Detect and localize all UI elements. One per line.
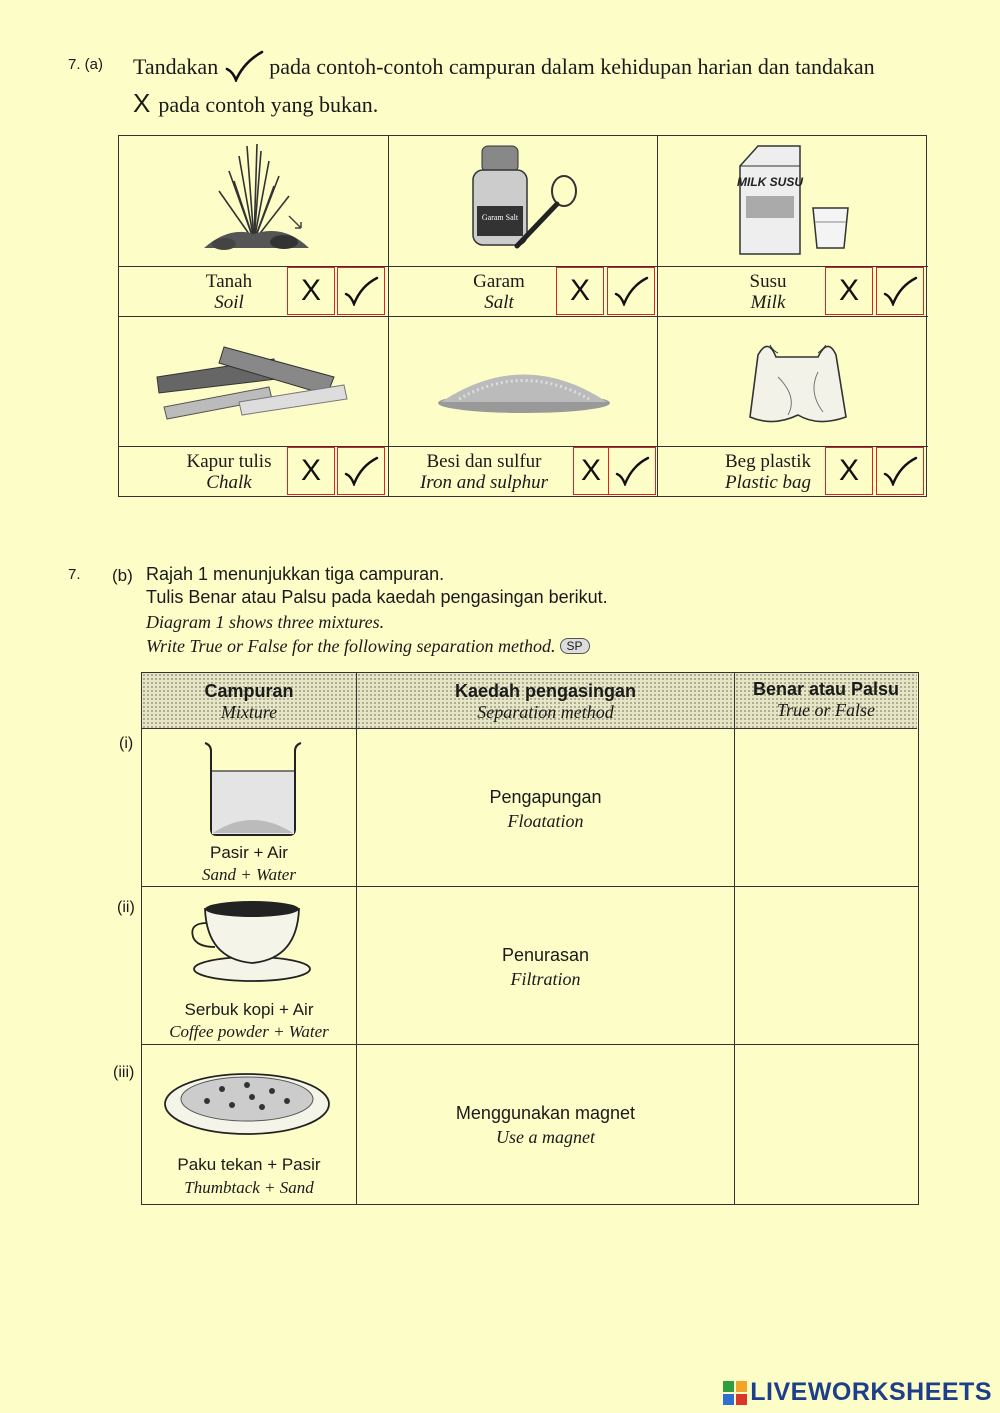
row-number: (iii) [113,1064,135,1081]
item-label-english: Salt [484,292,514,313]
method-label-malay: Menggunakan magnet [455,1103,636,1123]
milk-carton-image [658,136,928,267]
coffee-cup-image [187,897,317,987]
check-box-soil[interactable] [337,267,385,315]
instruction-text-line2: pada contoh yang bukan. [158,92,379,117]
liveworksheets-logo-icon [723,1381,747,1405]
powder-pile-image [389,317,658,447]
cross-box-plastic-bag[interactable] [825,447,873,495]
instruction-line-1 [133,50,875,82]
item-label-english: Plastic bag [724,472,812,493]
instruction-malay-2: Tulis Benar atau Palsu pada kaedah pengasingan berikut. [146,587,608,607]
item-label-english: Milk [750,292,786,313]
instruction-malay-1: Rajah 1 menunjukkan tiga campuran. [146,564,445,584]
instruction-english-2-text: Write True or False for the following separation method. [146,636,556,656]
item-label-malay: Besi dan sulfur [426,451,542,472]
cross-mark-icon: X [569,274,590,307]
brand-name: LIVEWORKSHEETS [750,1378,992,1406]
cross-box-iron-sulphur[interactable] [573,447,609,495]
image-cell-salt [389,136,658,267]
method-label-malay: Penurasan [501,945,590,965]
mixture-label-malay: Pasir + Air [210,843,288,862]
cross-mark-icon: X [300,454,321,487]
instruction-english-1: Diagram 1 shows three mixtures. [146,612,385,632]
mixture-label-malay: Serbuk kopi + Air [184,1000,314,1019]
answer-input-iii[interactable] [742,1105,916,1143]
image-cell-iron-sulphur [389,317,658,447]
beaker-sand-water-image [197,737,307,837]
instruction-text-before: Tandakan [133,54,219,79]
instruction-text-after: pada contoh-contoh campuran dalam kehidupan harian dan tandakan [269,54,875,79]
item-label-malay: Beg plastik [724,451,812,472]
mixture-label-english: Sand + Water [202,865,296,884]
liveworksheets-logo [723,1378,992,1407]
item-label-english: Iron and sulphur [419,472,549,493]
instruction-english-2 [146,636,590,657]
table-row [142,729,918,887]
header-answer-malay: Benar atau Palsu [752,679,900,699]
image-cell-soil [119,136,389,267]
cross-mark-icon: X [580,454,601,487]
header-mixture-malay: Campuran [204,681,294,701]
header-method-english: Separation method [477,702,614,722]
mixture-label-malay: Paku tekan + Pasir [177,1155,321,1174]
cross-mark-icon: X [838,274,859,307]
method-label-english: Use a magnet [496,1127,595,1147]
carton-label-text: MILK SUSU [737,175,803,189]
check-mark-icon [882,276,918,306]
cross-box-milk[interactable] [825,267,873,315]
header-method [357,673,735,729]
check-mark-icon [343,456,379,486]
header-mixture [142,673,357,729]
row-number: (i) [119,735,134,752]
row-number: (ii) [117,899,135,916]
mixture-cell [142,887,357,1044]
cross-box-chalk[interactable] [287,447,335,495]
question-letter-b: (b) [112,566,133,585]
check-mark-icon [614,456,650,486]
instruction-line-2 [133,88,378,119]
item-label-malay: Garam [473,271,525,292]
mixture-label-english: Thumbtack + Sand [184,1178,314,1197]
plate-thumbtacks-sand-image [162,1059,332,1139]
separation-table [141,672,919,1205]
check-mark-icon [882,456,918,486]
item-label-malay: Kapur tulis [186,451,272,472]
check-box-salt[interactable] [607,267,655,315]
cross-mark-icon: X [300,274,321,307]
item-label-english: Chalk [206,472,252,493]
sp-badge: SP [560,638,590,654]
cross-box-salt[interactable] [556,267,604,315]
question-number-b: 7. [68,566,81,583]
plant-in-soil-image [119,136,389,267]
cross-mark-icon: X [133,88,151,118]
method-label-english: Floatation [507,811,584,831]
header-mixture-english: Mixture [220,702,278,722]
salt-shaker-image [389,136,658,267]
header-method-malay: Kaedah pengasingan [454,681,637,701]
method-label-malay: Pengapungan [489,787,602,807]
answer-input-i[interactable] [742,789,916,827]
mixture-cell [142,1045,357,1204]
cross-mark-icon: X [838,454,859,487]
table-row [142,1045,918,1204]
header-answer-english: True or False [776,700,875,720]
image-cell-milk [658,136,928,267]
item-label-malay: Tanah [205,271,253,292]
image-cell-plastic-bag [658,317,928,447]
check-box-chalk[interactable] [337,447,385,495]
mixture-cell [142,729,357,886]
check-box-plastic-bag[interactable] [876,447,924,495]
mixture-label-english: Coffee powder + Water [169,1022,329,1041]
check-box-milk[interactable] [876,267,924,315]
method-cell [357,887,735,1044]
check-mark-icon [224,50,264,82]
check-mark-icon [613,276,649,306]
header-answer [735,673,917,729]
method-label-english: Filtration [510,969,581,989]
check-mark-icon [343,276,379,306]
image-cell-chalk [119,317,389,447]
chalk-sticks-image [119,317,389,447]
method-cell [357,729,735,886]
method-cell [357,1045,735,1204]
mixture-grid [118,135,927,497]
salt-label-text: Garam Salt [481,213,519,222]
table-row [142,887,918,1045]
check-box-iron-sulphur[interactable] [608,447,656,495]
item-label-english: Soil [214,292,244,313]
plastic-bag-image [658,317,928,447]
cross-box-soil[interactable] [287,267,335,315]
answer-input-ii[interactable] [742,947,916,985]
question-number-a: 7. (a) [68,56,104,73]
item-label-malay: Susu [749,271,787,292]
